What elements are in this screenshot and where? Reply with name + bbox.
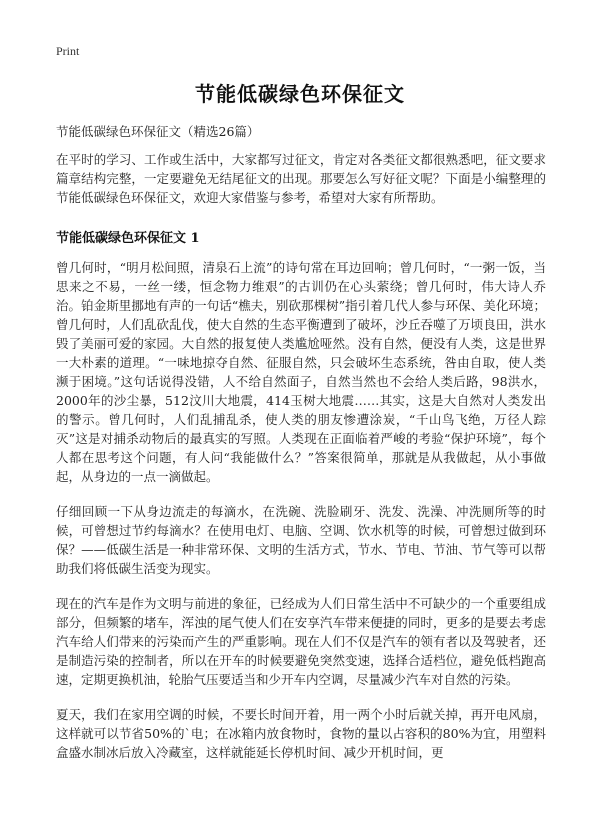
body-paragraph-4: 夏天，我们在家用空调的时候，不要长时间开着，用一两个小时后就关掉，再开电风扇，这样就可以节省50%的`电；在冰箱内放食物时，食物的量以占容积的80%为宜，用塑料盒盛水制冰后放入冷藏室，这样就能延长停机时间、减少开机时间，更 <box>56 707 546 760</box>
document-title: 节能低碳绿色环保征文 <box>195 82 405 106</box>
body-paragraph-2: 仔细回顾一下从身边流走的每滴水，在洗碗、洗脸刷牙、洗发、洗澡、冲洗厕所等的时候，可曾想过节约每滴水？在使用电灯、电脑、空调、饮水机等的时候，可曾想过做到环保？——低碳生活是一种非常环保、文明的生活方式，节水、节电、节油、节气等可以帮助我们将低碳生活变为现实。 <box>56 504 546 576</box>
body-paragraph-3: 现在的汽车是作为文明与前进的象征，已经成为人们日常生活中不可缺少的一个重要组成部分，但频繁的堵车，浑浊的尾气使人们在安享汽车带来便捷的同时，更多的是要去考虑汽车给人们带来的污染而产生的严重影响。现在人们不仅是汽车的领有者以及驾驶者，还是制造污染的控制者，所以在开车的时候要避免突然变速，选择合适档位，避免低档跑高速，定期更换机油，轮胎气压要适当和少开车内空调，尽量减少汽车对自然的污染。 <box>56 596 546 687</box>
section-heading: 节能低碳绿色环保征文 1 <box>56 231 200 246</box>
body-paragraph-1: 曾几何时，“明月松间照，清泉石上流”的诗句常在耳边回响；曾几何时，“一粥一饭，当思来之不易，一丝一缕，恒念物力维艰”的古训仍在心头萦绕；曾几何时，伟大诗人乔治。铂金斯里挪地有声的一句话“樵夫，别砍那棵树”指引着几代人参与环保、美化环境；曾几何时，人们乱砍乱伐，使大自然的生态平衡遭到了破坏，沙丘吞噬了万顷良田，洪水毁了美丽可爱的家园。大自然的报复使人类尴尬哑然。没有自然，便没有人类，这是世界一大朴素的道理。“一味地掠夺自然、征服自然，只会破坏生态系统，咎由自取，使人类濒于困境。”这句话说得没错，人不给自然面子，自然当然也不会给人类后路，98洪水，2000年的沙尘暴，512汶川大地震，414玉树大地震……其实，这是大自然对人类发出的警示。曾几何时，人们乱捕乱杀，使人类的朋友惨遭涂炭，“千山鸟飞绝，万径人踪灭”这是对捕杀动物后的最真实的写照。人类现在正面临着严峻的考验“保护环境”，每个人都在思考这个问题，有人问“我能做什么？”答案很简单，那就是从我做起，从小事做起，从身边的一点一滴做起。 <box>56 260 546 484</box>
document-subtitle: 节能低碳绿色环保征文（精选26篇） <box>56 124 260 139</box>
document-body <box>56 150 546 778</box>
print-label: Print <box>56 44 80 58</box>
intro-paragraph: 在平时的学习、工作或生活中，大家都写过征文，肯定对各类征文都很熟悉吧，征文要求篇章结构完整，一定要避免无结尾征文的出现。那要怎么写好征文呢？下面是小编整理的节能低碳绿色环保征文，欢迎大家借鉴与参考，希望对大家有所帮助。 <box>56 152 546 205</box>
